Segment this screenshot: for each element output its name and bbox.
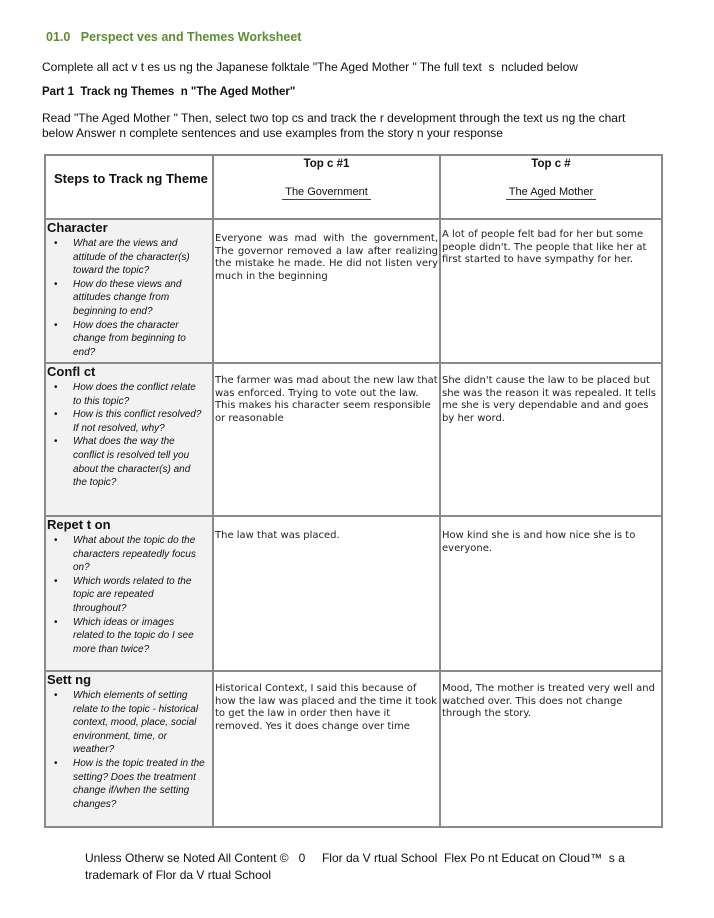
- theme-tracking-table: [44, 154, 663, 828]
- table-row-character: [45, 219, 662, 363]
- topic2-answer[interactable]: She didn't cause the law to be placed but she was the reason it was repealed. It tells me she is very dependable and and goes by her word.: [442, 375, 656, 424]
- table-row-conflict: [45, 363, 662, 516]
- topic2-answer[interactable]: A lot of people felt bad for her but some people didn't. The people that like her at first started to have sympathy for her.: [442, 229, 647, 265]
- topic2-answer-cell[interactable]: [440, 516, 662, 671]
- question-item: • How does the conflict relate to this topic?: [73, 381, 206, 408]
- category-label: Repet t on: [47, 517, 111, 532]
- topic1-answer-cell[interactable]: [213, 671, 440, 827]
- category-cell: [45, 516, 213, 671]
- instructions-text: Read "The Aged Mother " Then, select two top cs and track the r development through the text us ng the chart below Answer n complete sentences and use examples from the story n your response: [42, 111, 626, 140]
- part-heading: Part 1 Track ng Themes n "The Aged Mother": [42, 86, 296, 98]
- question-list: [46, 689, 212, 811]
- topic1-answer[interactable]: Historical Context, I said this because of how the law was placed and the time it took to get the law in order then have it removed. Yes it does change over time: [215, 683, 437, 732]
- category-label: Sett ng: [47, 672, 92, 687]
- category-label: Character: [47, 220, 108, 235]
- question-item: • What about the topic do the characters repeatedly focus on?: [73, 534, 206, 575]
- question-list: [46, 381, 212, 490]
- question-item: • How is the topic treated in the setting? Does the treatment change if/when the setting changes?: [73, 757, 206, 811]
- topic2-answer-cell[interactable]: [440, 363, 662, 516]
- question-item: • How is this conflict resolved? If not resolved, why?: [73, 408, 206, 435]
- question-list: [46, 534, 212, 656]
- question-item: • Which words related to the topic are repeated throughout?: [73, 575, 206, 616]
- table-row-setting: [45, 671, 662, 827]
- category-cell: [45, 671, 213, 827]
- topic1-answer-cell[interactable]: [213, 219, 440, 363]
- topic1-answer[interactable]: The law that was placed.: [215, 530, 340, 541]
- table-row-repetition: [45, 516, 662, 671]
- question-item: • What does the way the conflict is resolved tell you about the character(s) and the topic?: [73, 435, 206, 489]
- question-item: • How do these views and attitudes change from beginning to end?: [73, 278, 206, 319]
- topic1-name[interactable]: The Government: [282, 186, 371, 200]
- question-item: • Which ideas or images related to the topic do I see more than twice?: [73, 616, 206, 657]
- topic2-answer[interactable]: How kind she is and how nice she is to everyone.: [442, 530, 636, 554]
- topic2-header-cell: [440, 155, 662, 219]
- category-label: Conﬂ ct: [47, 364, 96, 379]
- footer-text: Unless Otherw se Noted All Content © 0 Flor da V rtual School Flex Po nt Educat on Cloud™ s a trademark of Flor da V rtual School: [85, 851, 629, 882]
- steps-header-cell: [45, 155, 213, 219]
- topic1-heading: Top c #1: [303, 158, 350, 170]
- intro-text: Complete all act v t es us ng the Japanese folktale "The Aged Mother " The full text s ncluded below: [42, 60, 578, 74]
- topic2-answer-cell[interactable]: [440, 219, 662, 363]
- topic1-header-cell: [213, 155, 440, 219]
- topic2-answer[interactable]: Mood, The mother is treated very well and watched over. This does not change through the story.: [442, 683, 655, 719]
- steps-heading: Steps to Track ng Theme: [54, 171, 208, 186]
- topic1-answer-cell[interactable]: [213, 516, 440, 671]
- topic1-answer[interactable]: The farmer was mad about the new law that was enforced. Trying to vote out the law. This makes his character seem responsible or reasonable: [215, 375, 438, 424]
- topic1-answer[interactable]: Everyone was mad with the government, The governor removed a law after realizing the mistake he made. He did not listen very much in the beginning: [215, 233, 438, 282]
- topic1-answer-cell[interactable]: [213, 363, 440, 516]
- table-header-row: [45, 155, 662, 219]
- topic2-answer-cell[interactable]: [440, 671, 662, 827]
- question-item: • What are the views and attitude of the character(s) toward the topic?: [73, 237, 206, 278]
- question-item: • Which elements of setting relate to the topic - historical context, mood, place, social environment, time, or weather?: [73, 689, 206, 757]
- category-cell: [45, 219, 213, 363]
- category-cell: [45, 363, 213, 516]
- topic2-name[interactable]: The Aged Mother: [506, 186, 596, 200]
- topic2-heading: Top c #: [531, 158, 571, 170]
- question-list: [46, 237, 212, 359]
- worksheet-title: 01.0 Perspect ves and Themes Worksheet: [46, 30, 302, 44]
- question-item: • How does the character change from beginning to end?: [73, 319, 206, 360]
